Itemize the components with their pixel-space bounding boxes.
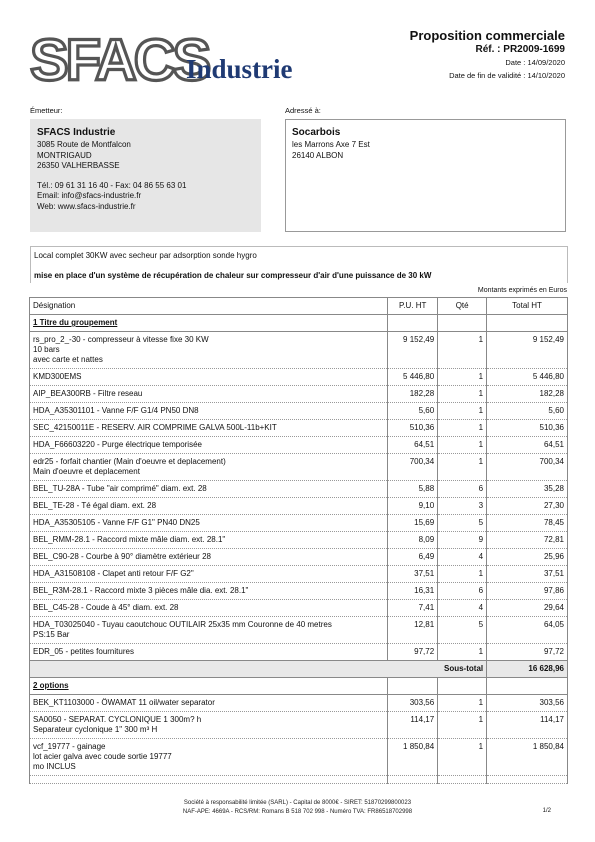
item-unit-price: 114,17 bbox=[388, 712, 438, 739]
table-row bbox=[30, 332, 568, 369]
item-designation bbox=[30, 403, 388, 420]
item-quantity: 1 bbox=[438, 386, 487, 403]
destinataire-address-line: 26140 ALBON bbox=[292, 150, 344, 160]
item-unit-price: 182,28 bbox=[388, 386, 438, 403]
page-number: 1/2 bbox=[542, 808, 551, 814]
table-row bbox=[30, 566, 568, 583]
col-header-unit-price: P.U. HT bbox=[388, 298, 438, 315]
subtotal-label: Sous-total bbox=[30, 661, 487, 678]
item-quantity: 4 bbox=[438, 549, 487, 566]
currency-note: Montants exprimés en Euros bbox=[477, 287, 567, 294]
item-designation-line: BEL_TU-28A - Tube "air comprimé" diam. ext. 28 bbox=[33, 484, 207, 493]
item-quantity: 1 bbox=[438, 437, 487, 454]
item-designation-line: KMD300EMS bbox=[33, 372, 82, 381]
document-title: Proposition commerciale bbox=[409, 28, 565, 43]
table-row bbox=[30, 481, 568, 498]
sfacs-industrie-logo bbox=[28, 28, 318, 90]
item-quantity: 1 bbox=[438, 369, 487, 386]
section-row-1 bbox=[30, 315, 568, 332]
item-quantity: 1 bbox=[438, 739, 487, 776]
item-designation-line: BEK_KT1103000 - ÖWAMAT 11 oil/water separator bbox=[33, 698, 215, 707]
item-unit-price: 8,09 bbox=[388, 532, 438, 549]
section-title: 2 options bbox=[30, 678, 388, 695]
table-row bbox=[30, 532, 568, 549]
item-designation-line: HDA_A35305105 - Vanne F/F G1" PN40 DN25 bbox=[33, 518, 200, 527]
emetteur-box bbox=[30, 119, 261, 232]
item-designation-line: mo INCLUS bbox=[33, 762, 76, 771]
emetteur-name: SFACS Industrie bbox=[37, 127, 116, 138]
item-designation bbox=[30, 515, 388, 532]
table-row bbox=[30, 583, 568, 600]
proposal-object bbox=[30, 246, 568, 283]
document-date: Date : 14/09/2020 bbox=[505, 58, 565, 67]
item-designation bbox=[30, 617, 388, 644]
item-quantity: 1 bbox=[438, 566, 487, 583]
item-total: 700,34 bbox=[487, 454, 568, 481]
item-designation-line: edr25 - forfait chantier (Main d'oeuvre et deplacement) bbox=[33, 457, 226, 466]
item-quantity: 9 bbox=[438, 532, 487, 549]
table-header-row bbox=[30, 298, 568, 315]
emetteur-address-line: 3085 Route de Montfalcon bbox=[37, 140, 131, 149]
item-quantity: 1 bbox=[438, 403, 487, 420]
item-total: 35,28 bbox=[487, 481, 568, 498]
item-designation bbox=[30, 437, 388, 454]
item-unit-price: 303,56 bbox=[388, 695, 438, 712]
item-designation bbox=[30, 600, 388, 617]
item-designation bbox=[30, 583, 388, 600]
col-header-total: Total HT bbox=[487, 298, 568, 315]
destinataire-label: Adressé à: bbox=[285, 106, 321, 115]
item-total: 5,60 bbox=[487, 403, 568, 420]
item-designation-line: BEL_C90-28 - Courbe à 90° diamètre extérieur 28 bbox=[33, 552, 211, 561]
item-unit-price: 64,51 bbox=[388, 437, 438, 454]
section-row-2 bbox=[30, 678, 568, 695]
item-unit-price: 15,69 bbox=[388, 515, 438, 532]
item-designation-line: BEL_C45-28 - Coude à 45° diam. ext. 28 bbox=[33, 603, 179, 612]
item-total: 25,96 bbox=[487, 549, 568, 566]
item-quantity: 1 bbox=[438, 454, 487, 481]
table-row bbox=[30, 386, 568, 403]
item-designation-line: SA0050 - SEPARAT. CYCLONIQUE 1 300m? h bbox=[33, 715, 202, 724]
item-quantity: 4 bbox=[438, 600, 487, 617]
logo-brand-text: SFACS bbox=[30, 28, 209, 90]
document-header bbox=[410, 28, 565, 81]
emetteur-address-line: 26350 VALHERBASSE bbox=[37, 161, 120, 170]
item-quantity: 6 bbox=[438, 583, 487, 600]
item-designation-line: 10 bars bbox=[33, 345, 60, 354]
item-designation bbox=[30, 386, 388, 403]
item-total: 303,56 bbox=[487, 695, 568, 712]
item-unit-price: 16,31 bbox=[388, 583, 438, 600]
item-designation-line: BEL_RMM-28.1 - Raccord mixte mâle diam. ext. 28.1" bbox=[33, 535, 226, 544]
item-unit-price: 12,81 bbox=[388, 617, 438, 644]
table-row bbox=[30, 739, 568, 776]
table-row bbox=[30, 454, 568, 481]
item-total: 64,05 bbox=[487, 617, 568, 644]
item-quantity: 5 bbox=[438, 617, 487, 644]
table-row bbox=[30, 600, 568, 617]
item-quantity: 1 bbox=[438, 695, 487, 712]
item-designation-line: PS:15 Bar bbox=[33, 630, 70, 639]
emetteur-email: Email: info@sfacs-industrie.fr bbox=[37, 191, 142, 200]
item-quantity: 1 bbox=[438, 420, 487, 437]
table-row bbox=[30, 369, 568, 386]
item-designation bbox=[30, 369, 388, 386]
item-designation bbox=[30, 532, 388, 549]
item-total: 27,30 bbox=[487, 498, 568, 515]
item-quantity: 1 bbox=[438, 332, 487, 369]
logo-sub-text: Industrie bbox=[186, 54, 293, 84]
emetteur-web: Web: www.sfacs-industrie.fr bbox=[37, 201, 136, 211]
table-row bbox=[30, 712, 568, 739]
emetteur-phone: Tél.: 09 61 31 16 40 - Fax: 04 86 55 63 01 bbox=[37, 180, 187, 190]
item-total: 37,51 bbox=[487, 566, 568, 583]
item-unit-price: 510,36 bbox=[388, 420, 438, 437]
item-designation-line: vcf_19777 - gainage bbox=[33, 742, 106, 751]
item-designation-line: Main d'oeuvre et deplacement bbox=[33, 467, 140, 476]
table-empty-row bbox=[30, 776, 568, 784]
item-designation bbox=[30, 498, 388, 515]
item-unit-price: 7,41 bbox=[388, 600, 438, 617]
item-quantity: 5 bbox=[438, 515, 487, 532]
item-designation bbox=[30, 420, 388, 437]
item-designation-line: HDA_F66603220 - Purge électrique temporisée bbox=[33, 440, 202, 449]
item-total: 114,17 bbox=[487, 712, 568, 739]
item-quantity: 3 bbox=[438, 498, 487, 515]
item-designation bbox=[30, 739, 388, 776]
item-designation bbox=[30, 454, 388, 481]
item-unit-price: 9 152,49 bbox=[388, 332, 438, 369]
item-designation-line: SEC_42150011E - RESERV. AIR COMPRIME GALVA 500L-11b+KIT bbox=[33, 423, 277, 432]
item-total: 64,51 bbox=[487, 437, 568, 454]
item-designation-line: HDA_T03025040 - Tuyau caoutchouc OUTILAIR 25x35 mm Couronne de 40 metres bbox=[33, 620, 332, 629]
object-line-1: Local complet 30KW avec secheur par adsorption sonde hygro bbox=[34, 251, 257, 260]
table-row bbox=[30, 549, 568, 566]
table-row bbox=[30, 403, 568, 420]
table-row bbox=[30, 617, 568, 644]
item-total: 97,86 bbox=[487, 583, 568, 600]
table-row bbox=[30, 437, 568, 454]
table-row bbox=[30, 420, 568, 437]
table-row bbox=[30, 644, 568, 661]
item-designation-line: avec carte et nattes bbox=[33, 355, 103, 364]
item-total: 5 446,80 bbox=[487, 369, 568, 386]
item-designation-line: BEL_R3M-28.1 - Raccord mixte 3 pièces mâle dia. ext. 28.1" bbox=[33, 586, 249, 595]
item-unit-price: 5,88 bbox=[388, 481, 438, 498]
item-unit-price: 9,10 bbox=[388, 498, 438, 515]
item-unit-price: 700,34 bbox=[388, 454, 438, 481]
item-designation bbox=[30, 549, 388, 566]
item-total: 1 850,84 bbox=[487, 739, 568, 776]
destinataire-address-line: les Marrons Axe 7 Est bbox=[292, 140, 370, 149]
item-total: 29,64 bbox=[487, 600, 568, 617]
document-validity-date: Date de fin de validité : 14/10/2020 bbox=[449, 71, 565, 80]
section-title: 1 Titre du groupement bbox=[30, 315, 388, 332]
item-quantity: 1 bbox=[438, 712, 487, 739]
table-row bbox=[30, 695, 568, 712]
item-total: 182,28 bbox=[487, 386, 568, 403]
document-reference: Réf. : PR2009-1699 bbox=[475, 44, 565, 55]
item-total: 97,72 bbox=[487, 644, 568, 661]
item-designation bbox=[30, 644, 388, 661]
item-designation-line: rs_pro_2_-30 - compresseur à vitesse fixe 30 KW bbox=[33, 335, 209, 344]
item-designation-line: lot acier galva avec coude sortie 19777 bbox=[33, 752, 172, 761]
item-designation-line: AIP_BEA300RB - Filtre reseau bbox=[33, 389, 143, 398]
item-quantity: 1 bbox=[438, 644, 487, 661]
subtotal-row bbox=[30, 661, 568, 678]
item-total: 78,45 bbox=[487, 515, 568, 532]
item-total: 9 152,49 bbox=[487, 332, 568, 369]
legal-footer bbox=[0, 799, 595, 817]
items-table bbox=[29, 297, 568, 784]
table-row bbox=[30, 515, 568, 532]
col-header-quantity: Qté bbox=[438, 298, 487, 315]
item-designation bbox=[30, 695, 388, 712]
item-quantity: 6 bbox=[438, 481, 487, 498]
item-designation-line: BEL_TE-28 - Té égal diam. ext. 28 bbox=[33, 501, 157, 510]
footer-line-2: NAF-APE: 4669A - RCS/RM: Romans B 518 702 998 - Numéro TVA: FR86518702998 bbox=[182, 809, 413, 815]
item-total: 510,36 bbox=[487, 420, 568, 437]
item-designation-line: HDA_A31508108 - Clapet anti retour F/F G2" bbox=[33, 569, 194, 578]
emetteur-label: Émetteur: bbox=[30, 106, 63, 115]
object-line-2: mise en place d'un système de récupération de chaleur sur compresseur d'air d'une puissance de 30 kW bbox=[34, 271, 432, 280]
item-unit-price: 5 446,80 bbox=[388, 369, 438, 386]
item-designation-line: HDA_A35301101 - Vanne F/F G1/4 PN50 DN8 bbox=[33, 406, 199, 415]
subtotal-value: 16 628,96 bbox=[487, 661, 568, 678]
item-designation bbox=[30, 566, 388, 583]
item-designation-line: EDR_05 - petites fournitures bbox=[33, 647, 134, 656]
emetteur-address-line: MONTRIGAUD bbox=[37, 150, 92, 160]
col-header-designation: Désignation bbox=[30, 298, 388, 315]
item-designation bbox=[30, 712, 388, 739]
item-unit-price: 5,60 bbox=[388, 403, 438, 420]
item-unit-price: 1 850,84 bbox=[388, 739, 438, 776]
item-designation bbox=[30, 332, 388, 369]
footer-line-1: Société à responsabilité limitée (SARL) - Capital de 8000€ - SIRET: 51870299800023 bbox=[183, 800, 412, 806]
destinataire-name: Socarbois bbox=[292, 127, 341, 138]
item-designation bbox=[30, 481, 388, 498]
item-unit-price: 6,49 bbox=[388, 549, 438, 566]
destinataire-box bbox=[285, 119, 566, 232]
item-designation-line: Separateur cyclonique 1" 300 m³ H bbox=[33, 725, 158, 734]
item-unit-price: 97,72 bbox=[388, 644, 438, 661]
item-unit-price: 37,51 bbox=[388, 566, 438, 583]
table-row bbox=[30, 498, 568, 515]
item-total: 72,81 bbox=[487, 532, 568, 549]
